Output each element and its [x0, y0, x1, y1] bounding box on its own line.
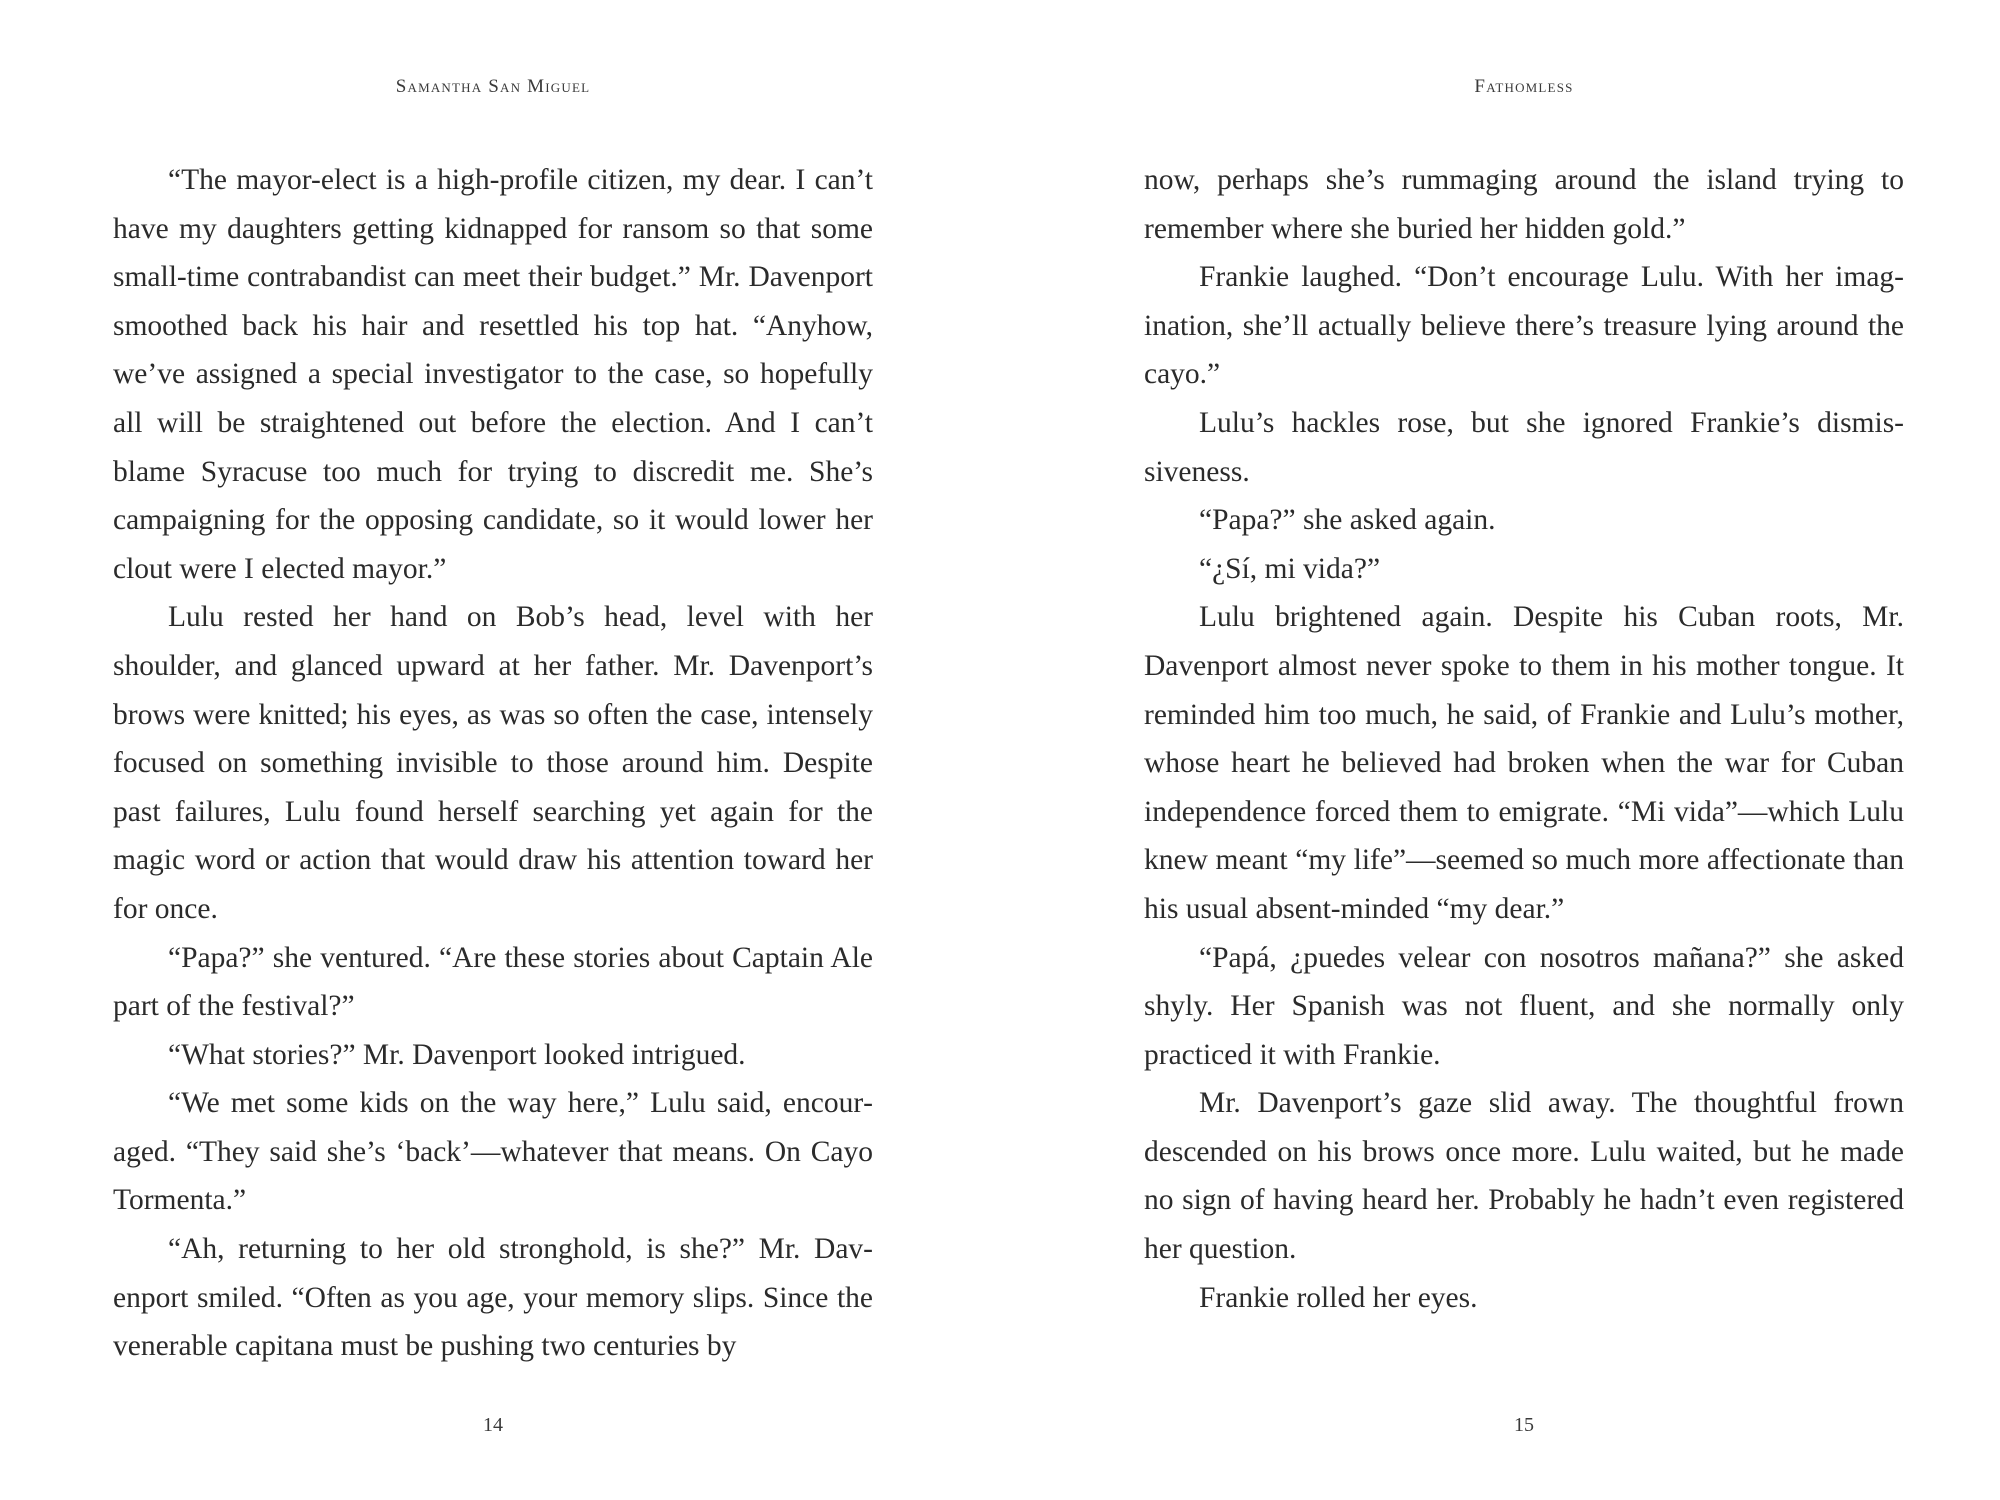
running-head-author: Samantha San Miguel	[395, 76, 591, 97]
body-paragraph: Frankie laughed. “Don’t encourage Lulu. With her imagination, she’ll actually believe there’s treasure lying around the cayo.”	[1144, 261, 1904, 391]
running-head-title: Fathomless	[1474, 76, 1574, 97]
continued-paragraph: now, perhaps she’s rummaging around the island trying to remember where she buried her hidden gold.”	[1144, 164, 1904, 245]
body-paragraph: “What stories?” Mr. Davenport looked intrigued.	[168, 1038, 746, 1071]
body-paragraph: “We met some kids on the way here,” Lulu said, encouraged. “They said she’s ‘back’—whatever that means. On Cayo Tormenta.”	[113, 1087, 873, 1217]
right-page-body	[1144, 156, 1904, 1322]
left-page	[113, 0, 873, 1500]
body-paragraph: “¿Sí, mi vida?”	[1199, 552, 1381, 585]
body-paragraph: Frankie rolled her eyes.	[1199, 1281, 1478, 1314]
right-page	[1144, 0, 1904, 1500]
body-paragraph: “Papa?” she asked again.	[1199, 504, 1496, 537]
body-paragraph: “The mayor-elect is a high-profile citizen, my dear. I can’t have my daughters getting kidnapped for ransom so that some small-time contrabandist can meet their budget.” Mr. Davenport smoothed back his hair and resettled his top hat. “Anyhow, we’ve assigned a special investigator to the case, so hopefully all will be straightened out before the election. And I can’t blame Syracuse too much for trying to discredit me. She’s campaigning for the opposing candidate, so it would lower her clout were I elected mayor.”	[113, 164, 873, 585]
page-number: 15	[1514, 1414, 1534, 1436]
left-page-body	[113, 156, 873, 1371]
body-paragraph: Mr. Davenport’s gaze slid away. The thoughtful frown descended on his brows once more. Lulu waited, but he made no sign of having heard her. Probably he hadn’t even registered her question.	[1144, 1087, 1904, 1266]
body-paragraph: “Papa?” she ventured. “Are these stories about Captain Ale part of the festival?”	[113, 941, 873, 1023]
page-number: 14	[483, 1414, 503, 1436]
body-paragraph: “Papá, ¿puedes velear con nosotros mañana?” she asked shyly. Her Spanish was not fluent, and she normally only practiced it with Frankie.	[1144, 941, 1904, 1071]
body-paragraph: Lulu brightened again. Despite his Cuban roots, Mr. Davenport almost never spoke to them in his mother tongue. It reminded him too much, he said, of Frankie and Lulu’s mother, whose heart he believed had broken when the war for Cuban independence forced them to emigrate. “Mi vida”—which Lulu knew meant “my life”—seemed so much more affectionate than his usual absent-minded “my dear.”	[1144, 601, 1904, 925]
body-paragraph: Lulu rested her hand on Bob’s head, level with her shoulder, and glanced upward at her father. Mr. Davenport’s brows were knitted; his eyes, as was so often the case, intensely focused on something invisible to those around him. Despite past failures, Lulu found herself searching yet again for the magic word or action that would draw his attention toward her for once.	[113, 601, 873, 925]
body-paragraph: “Ah, returning to her old stronghold, is she?” Mr. Davenport smiled. “Often as you age, your memory slips. Since the venerable capitana must be pushing two centuries by	[113, 1233, 873, 1363]
body-paragraph: Lulu’s hackles rose, but she ignored Frankie’s dismissiveness.	[1144, 406, 1904, 488]
